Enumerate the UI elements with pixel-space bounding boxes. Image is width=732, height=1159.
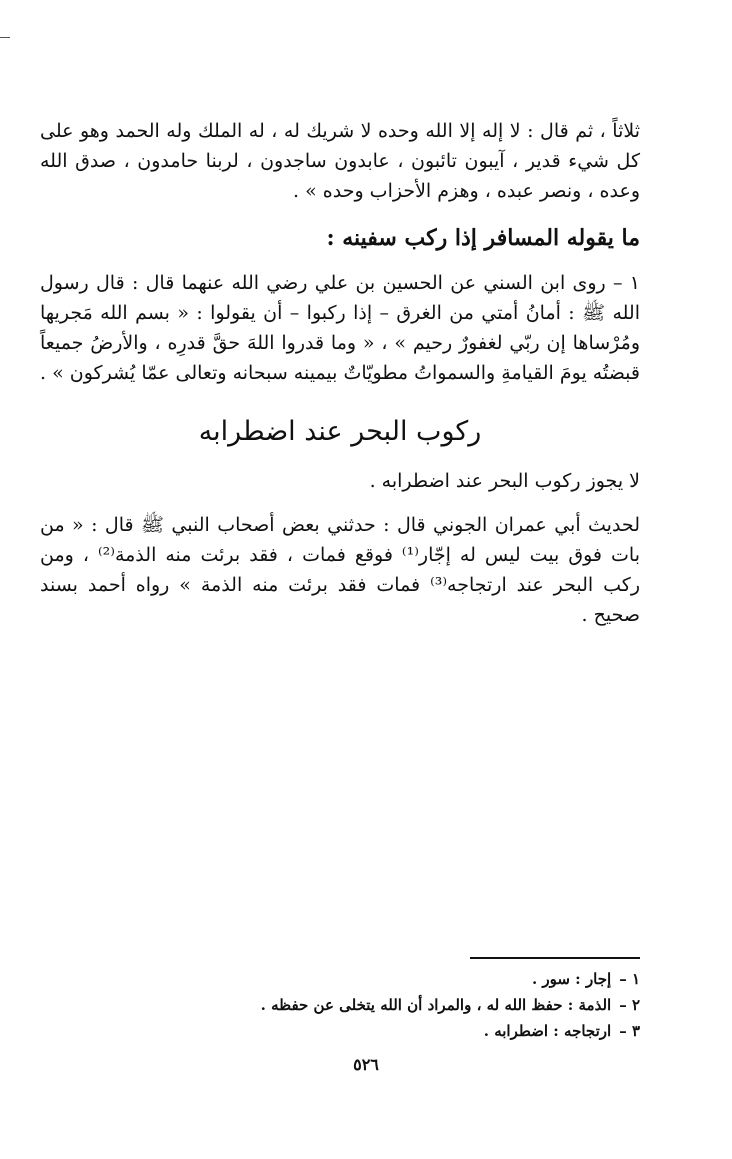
heading-ship-dua: ما يقوله المسافر إذا ركب سفينه : <box>326 225 640 251</box>
footnote-text: ارتجاجه : اضطرابه . <box>483 1022 612 1040</box>
footnote-number: ٣ – <box>619 1022 640 1040</box>
page-number: ٥٢٦ <box>353 1055 379 1074</box>
paragraph-3: لا يجوز ركوب البحر عند اضطرابه . <box>369 470 640 492</box>
paragraph-4: لحديث أبي عمران الجوني قال : حدثني بعض أصحاب النبي ﷺ قال : « من بات فوق بيت ليس له إجّار⁽¹⁾ فوقع فمات ، فقد برئت منه الذمة⁽²⁾ ، ومن ركب البحر عند ارتجاجه⁽³⁾ فمات فقد برئت منه الذمة » رواه أحمد بسند صحيح . <box>40 514 640 626</box>
footnote-item <box>200 966 640 992</box>
paragraph-tahlil <box>40 116 640 206</box>
footnote-text: الذمة : حفظ الله له ، والمراد أن الله يتخلى عن حفظه . <box>260 996 612 1014</box>
section-heading-sea: ركوب البحر عند اضطرابه <box>198 416 482 447</box>
paragraph-1: ثلاثاً ، ثم قال : لا إله إلا الله وحده لا شريك له ، له الملك وله الحمد وهو على كل شيء قدير ، آيبون تائبون ، عابدون ساجدون ، لربنا حامدون ، صدق الله وعده ، ونصر عبده ، وهزم الأحزاب وحده » . <box>40 120 640 202</box>
footnote-number: ٢ – <box>619 996 640 1014</box>
footnotes <box>200 966 640 1044</box>
margin-mark <box>0 37 10 38</box>
paragraph-2: ١ – روى ابن السني عن الحسين بن علي رضي الله عنهما قال : قال رسول الله ﷺ : أمانُ أمتي من الغرق – إذا ركبوا – أن يقولوا : « بسم الله مَجريها ومُرْساها إن ربّي لغفورٌ رحيم » ، « وما قدروا اللهَ حقَّ قدرِه ، والأرضُ جميعاً قبضتُه يومَ القيامةِ والسمواتُ مطويّاتٌ بيمينه سبحانه وتعالى عمّا يُشركون » . <box>40 272 640 384</box>
paragraph-ruling <box>40 466 640 496</box>
section-heading-ship <box>40 222 640 254</box>
footnote-item <box>200 992 640 1018</box>
paragraph-hadith <box>40 510 640 630</box>
paragraph-ibn-sunni <box>40 268 640 388</box>
footnote-divider <box>470 957 640 959</box>
footnote-item <box>200 1018 640 1044</box>
footnote-text: إجار : سور . <box>531 970 612 988</box>
footnote-number: ١ – <box>619 970 640 988</box>
